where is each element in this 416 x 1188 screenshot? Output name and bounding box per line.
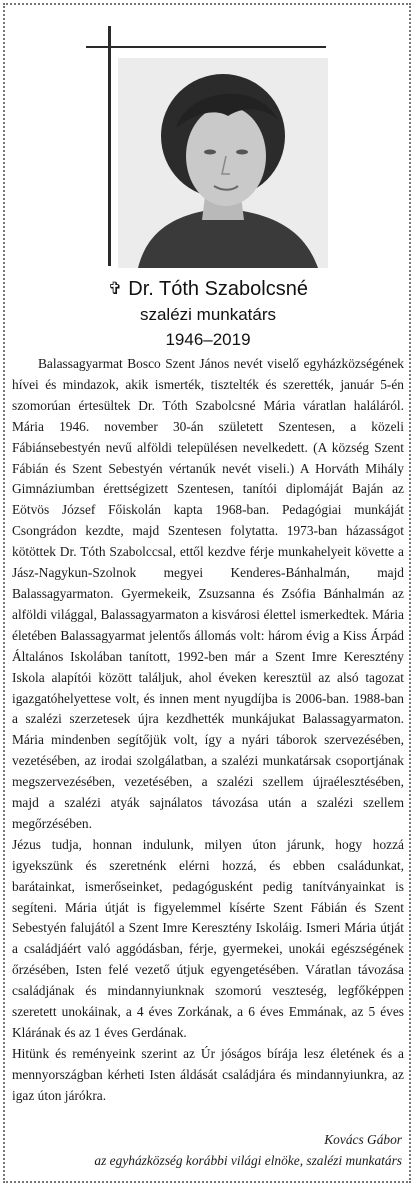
paragraph-1: Balassagyarmat Bosco Szent János nevét viselő egyházközségének hívei és mindazok, akik ismerték, tisztelték és szerették, január 5-én szomorúan értesültek Dr. Tóth Szabolcsné Mária váratlan haláláról. Mária 1946. november 30-án született Szentesen, a közeli Fábiánsebestyén nevű alföldi településen nevelkedett. (A község Szent Fábián és Szent Sebestyén vértanúk nevét viseli.) A Horváth Mihály Gimnáziumban érettségizett Szentesen, tanítói diplomáját Baján az Eötvös József Főiskolán kapta 1968-ban. Pedagógiai munkáját Csongrádon kezdte, majd Szentesen folytatta. 1973-ban házasságot kötöttek Dr. Tóth Szabolccsal, ettől kezdve férje munkahelyeit követte a Jász-Nagykun-Szolnok megyei Kenderes-Bánhalmán, majd Balassagyarmaton. Gyermekeik, Zsuzsanna és Zsófia Bánhalmán az alföldi világgal, Balassagyarmaton a kisvárosi élettel ismerkedtek. Mária életében Balassagyarmat jelentős állomás volt: három évig a Kiss Árpád Általános Iskolában tanított, 1992-ben már a Szent Imre Keresztény Iskola alapítói között találjuk, ahol éveken keresztül az alsó tagozat igazgatóhelyettese volt, és innen ment nyugdíjba is 2006-ban. 1988-ban a szalézi szerzetesek újra kezdhették munkájukat Balassagyarmaton. Mária mindenben segítőjük volt, így a nyári táborok szervezésében, vezetésében, az irodai szolgálatban, a szalézi munkatársak csoportjának megszervezésében, vezetésében, a szalézi szellem újraélesztésében, majd a szalézi atyák sajnálatos távozása után a szalézi szellem megőrzésében.	[12, 356, 404, 831]
memorial-cross-horizontal	[86, 46, 326, 48]
role-subtitle: szalézi munkatárs	[139, 305, 277, 324]
portrait-photo	[118, 58, 328, 268]
signature-block	[94, 1130, 402, 1172]
author-name: Kovács Gábor	[324, 1132, 402, 1147]
latin-cross-icon: ✞	[108, 279, 123, 299]
obituary-body	[12, 354, 404, 1107]
author-title: az egyházközség korábbi világi elnöke, szalézi munkatárs	[94, 1152, 402, 1168]
life-years: 1946–2019	[165, 330, 251, 349]
paragraph-3: Hitünk és reményeink szerint az Úr jóságos bírája lesz életének és a mennyországban kérheti Isten áldását családjára és mindannyiunkra, az igaz úton járókra.	[12, 1045, 404, 1103]
name-text: Dr. Tóth Szabolcsné	[128, 278, 308, 300]
deceased-name	[0, 278, 416, 301]
memorial-cross-vertical	[108, 26, 111, 266]
portrait-image	[118, 58, 328, 268]
paragraph-2: Jézus tudja, honnan indulunk, milyen úton járunk, hogy hozzá igyekszünk és szeretnénk elérni hozzá, és ebben családunkat, barátainkat, ismerőseinket, pedagógusként pedig tanítványainkat is segíteni. Mária útját is figyelemmel kísérte Szent Fábián és Szent Sebestyén falujától a Szent Imre Keresztény Iskoláig. Ismeri Mária útját a családjáért való aggódásban, férje, gyermekei, unokái egészségének őrzésében, Isten felé vezető útjuk egyengetésében. Váratlan távozása családjának és mindannyiunknak szomorú veszteség, legfőképpen szeretett unokáinak, a 4 éves Zorkának, a 6 éves Emmának, az 5 éves Klárának és az 1 éves Gerdának.	[12, 836, 404, 1040]
